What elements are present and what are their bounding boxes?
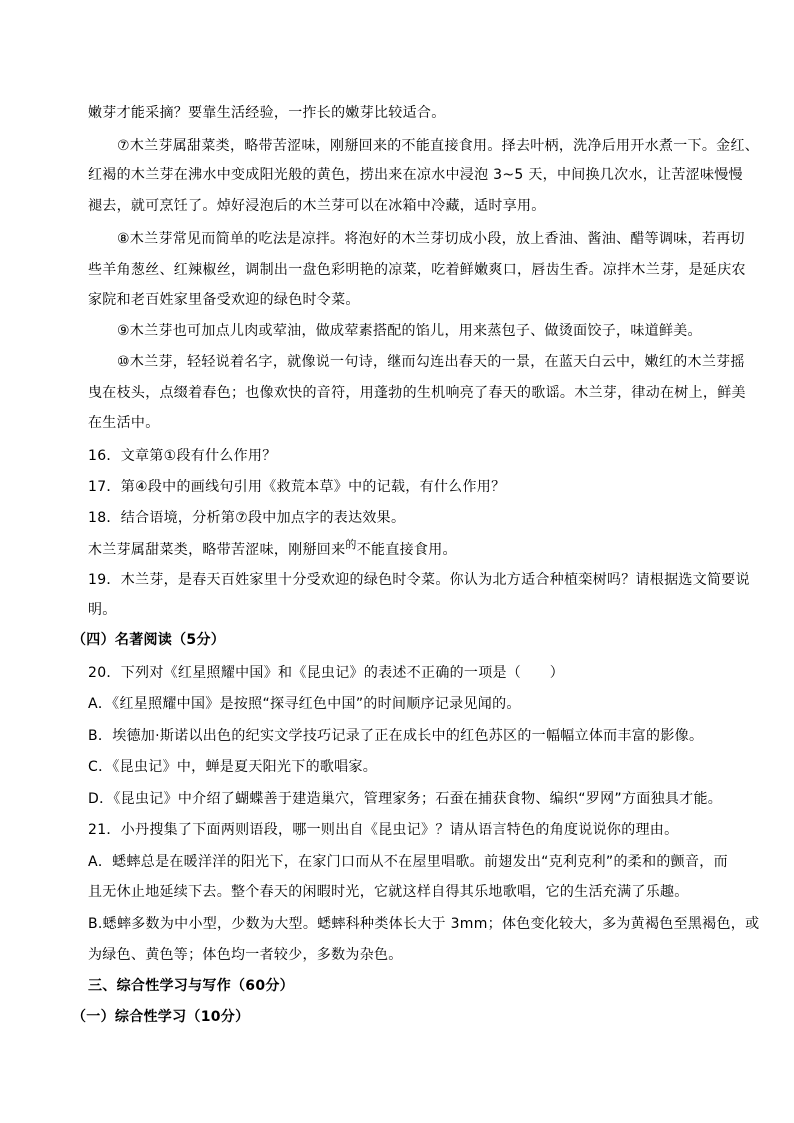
subsection-heading: （一）综合性学习（10分） [72, 1009, 250, 1025]
dotted-character: 的 [345, 538, 357, 551]
question-18-quote [88, 538, 457, 560]
paragraph-7: 褪去，就可烹饪了。焯好浸泡后的木兰芽可以在冰箱中冷藏，适时享用。 [88, 198, 546, 214]
option-b: B．埃德加·斯诺以出色的纪实文学技巧记录了正在成长中的红色苏区的一幅幅立体而丰富的影像。 [88, 728, 704, 744]
passage-a: 且无休止地延续下去。整个春天的闲暇时光，它就这样自得其乐地歌唱，它的生活充满了乐趣。 [88, 884, 689, 900]
paragraph-10: ⑩木兰芽，轻轻说着名字，就像说一句诗，继而勾连出春天的一景，在蓝天白云中，嫩红的木兰芽摇 [117, 354, 745, 370]
paragraph-8: ⑧木兰芽常见而简单的吃法是凉拌。将泡好的木兰芽切成小段，放上香油、酱油、醋等调味，若再切 [117, 231, 745, 247]
quote-text: 木兰芽属甜菜类，略带苦涩味，刚掰回来 [88, 542, 346, 558]
paragraph-8: 家院和老百姓家里备受欢迎的绿色时令菜。 [88, 292, 360, 308]
paragraph-10: 在生活中。 [88, 415, 160, 431]
question-16: 16．文章第①段有什么作用？ [88, 448, 277, 464]
question-19: 19．木兰芽，是春天百姓家里十分受欢迎的绿色时令菜。你认为北方适合种植栾树吗？请根据选文简要说 [88, 572, 750, 588]
question-17: 17．第④段中的画线句引用《救荒本草》中的记载，有什么作用？ [88, 479, 506, 495]
paragraph-10: 曳在枝头，点缀着春色；也像欢快的音符，用蓬勃的生机响亮了春天的歌谣。木兰芽，律动在树上，鲜美 [88, 385, 746, 401]
passage-b: 为绿色、黄色等；体色均一者较少，多数为杂色。 [88, 947, 403, 963]
question-21: 21．小丹搜集了下面两则语段，哪一则出自《昆虫记》？请从语言特色的角度说说你的理由。 [88, 822, 679, 838]
question-20: 20．下列对《红星照耀中国》和《昆虫记》的表述不正确的一项是（ ） [88, 665, 565, 681]
option-c: C．《昆虫记》中，蝉是夏天阳光下的歌唱家。 [88, 759, 378, 775]
option-d: D．《昆虫记》中介绍了蝴蝶善于建造巢穴，管理家务；石蚕在捕获食物、编织“罗网”方面独具才能。 [88, 791, 723, 807]
paragraph-7: ⑦木兰芽属甜菜类，略带苦涩味，刚掰回来的不能直接食用。择去叶柄，洗净后用开水煮一下。金红、 [117, 138, 760, 154]
question-18: 18．结合语境，分析第⑦段中加点字的表达效果。 [88, 510, 406, 526]
option-a: A．《红星照耀中国》是按照“探寻红色中国”的时间顺序记录见闻的。 [88, 696, 521, 712]
passage-b: B.蟋蟀多数为中小型，少数为大型。蟋蟀科种类体长大于 3mm；体色变化较大，多为黄褐色至黑褐色，或 [88, 916, 760, 932]
part-heading: 三、综合性学习与写作（60分） [88, 978, 294, 994]
section-heading: （四）名著阅读（5分） [72, 632, 226, 648]
question-19: 明。 [88, 602, 117, 618]
passage-a: A．蟋蟀总是在暖洋洋的阳光下，在家门口而从不在屋里唱歌。前翅发出“克利克利”的柔和的颤音，而 [88, 854, 728, 870]
passage-line: 嫩芽才能采摘？要靠生活经验，一拃长的嫩芽比较适合。 [88, 105, 446, 121]
paragraph-9: ⑨木兰芽也可加点儿肉或荤油，做成荤素搭配的馅儿，用来蒸包子、做烫面饺子，味道鲜美。 [117, 323, 702, 339]
paragraph-8: 些羊角葱丝、红辣椒丝，调制出一盘色彩明艳的凉菜，吃着鲜嫩爽口，唇齿生香。凉拌木兰芽，是延庆农 [88, 262, 746, 278]
paragraph-7: 红褐的木兰芽在沸水中变成阳光般的黄色，捞出来在凉水中浸泡 3~5 天，中间换几次水，让苦涩味慢慢 [88, 167, 743, 183]
quote-text: 不能直接食用。 [356, 542, 457, 558]
